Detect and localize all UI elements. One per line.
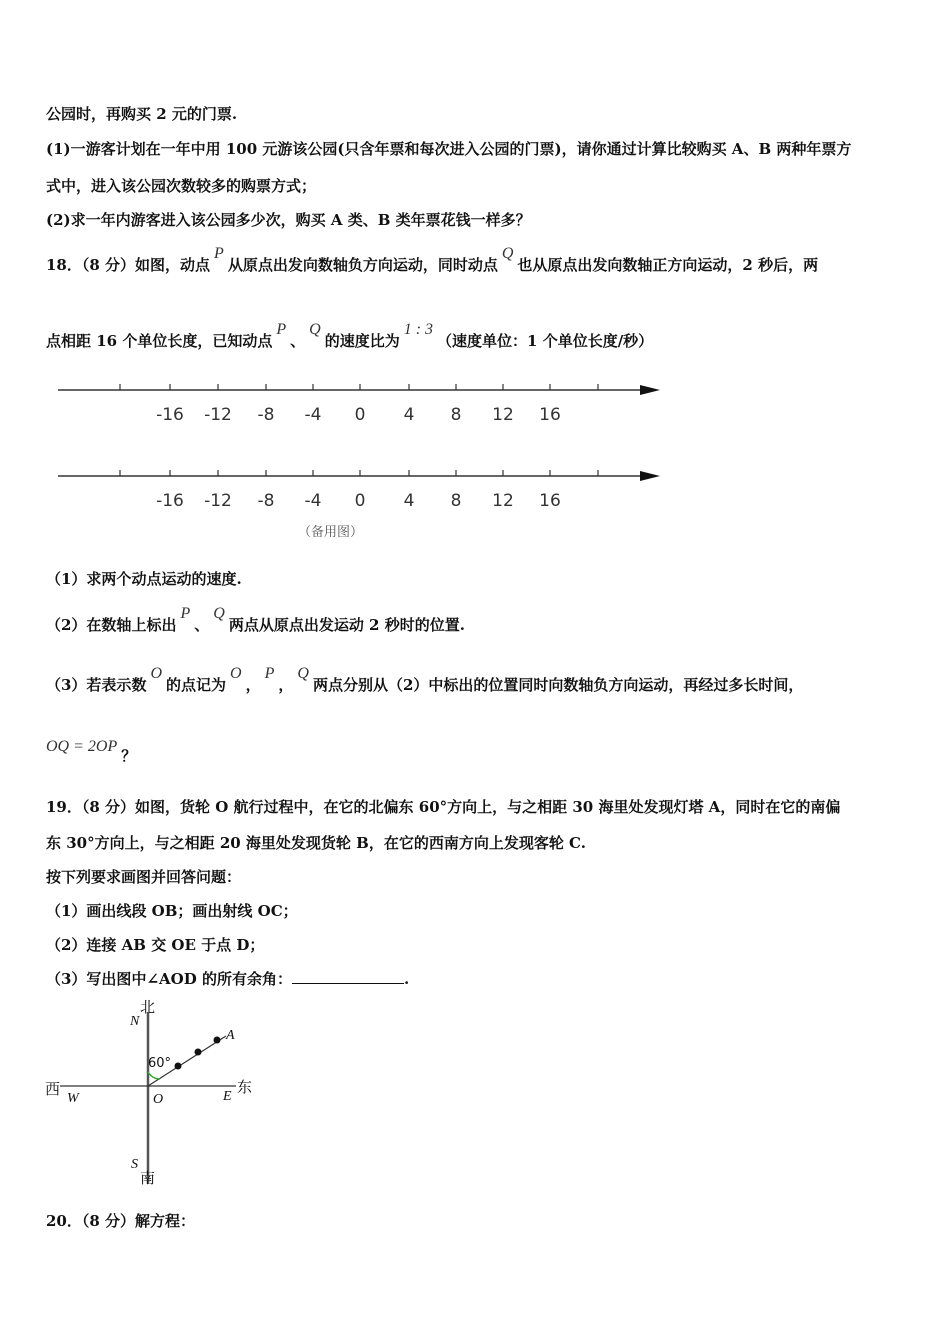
point-dot	[195, 1049, 202, 1056]
tick-label: 12	[492, 491, 514, 511]
tick-label: 4	[403, 491, 415, 511]
sep: 、	[194, 616, 210, 634]
q18-text-e: 的速度比为	[324, 332, 400, 350]
tick-label: -4	[304, 405, 322, 425]
label-angle: 60°	[148, 1056, 172, 1071]
point-dot	[175, 1063, 182, 1070]
var-o: O	[150, 665, 163, 682]
tick-label: -16	[156, 405, 184, 425]
q19-sub2: （2）连接 AB 交 OE 于点 D；	[46, 936, 265, 954]
label-east: 东	[237, 1078, 253, 1096]
tick-label: -4	[304, 491, 322, 511]
q18-s3-a: （3）若表示数	[46, 676, 147, 694]
var-q: Q	[213, 605, 225, 622]
var-o: O	[230, 665, 242, 682]
q17-part2: (2)求一年内游客进入该公园多少次，购买 A 类、B 类年票花钱一样多？	[46, 211, 531, 229]
q19-stem-line2: 东 30°方向上，与之相距 20 海里处发现货轮 B，在它的西南方向上发现客轮 C.	[46, 834, 586, 852]
tick-label: 8	[450, 491, 462, 511]
angle-arc	[148, 1072, 160, 1079]
label-n: N	[130, 1014, 140, 1029]
var-p: P	[276, 321, 287, 338]
q19-sub1: （1）画出线段 OB；画出射线 OC；	[46, 902, 298, 920]
label-s: S	[131, 1157, 138, 1172]
q17-part1-line2: 式中，进入该公园次数较多的购票方式；	[46, 177, 317, 195]
tick-label: -12	[204, 491, 232, 511]
comma: ，	[278, 676, 294, 694]
q18-sub1: （1）求两个动点运动的速度.	[46, 570, 242, 588]
q19-stem-line1: 19．（8 分）如图，货轮 O 航行过程中，在它的北偏东 60°方向上，与之相距 30 海里处发现灯塔 A，同时在它的南偏	[46, 798, 841, 816]
q20-stem: 20．（8 分）解方程：	[46, 1212, 196, 1230]
q18-text-c: 也从原点出发向数轴正方向运动，2 秒后，两	[517, 256, 819, 274]
var-q: Q	[501, 245, 514, 262]
var-q: Q	[297, 665, 309, 682]
var-q: Q	[309, 321, 321, 338]
q18-text-b: 从原点出发向数轴负方向运动，同时动点	[227, 256, 498, 274]
q17-line0: 公园时，再购买 2 元的门票.	[46, 105, 238, 123]
var-p: P	[214, 245, 224, 262]
q18-text-f: （速度单位：1 个单位长度/秒）	[437, 332, 654, 350]
q18-s2-b: 两点从原点出发运动 2 秒时的位置.	[228, 616, 465, 634]
label-west: 西	[45, 1080, 61, 1098]
q18-text-d: 点相距 16 个单位长度，已知动点	[46, 332, 273, 350]
q18-text-a: 18．（8 分）如图，动点	[46, 256, 211, 274]
tick-label: -8	[257, 491, 275, 511]
equation: OQ = 2OP	[46, 738, 118, 755]
var-p: P	[264, 665, 275, 682]
tick-label: 12	[492, 405, 514, 425]
tick-label: -12	[204, 405, 232, 425]
q19-s3-text: （3）写出图中∠AOD 的所有余角：	[46, 970, 292, 988]
q17-part1-line1: (1)一游客计划在一年中用 100 元游该公园(只含年票和每次进入公园的门票)，请你通过计算比较购买 A、B 两种年票方	[46, 140, 852, 158]
label-south: 南	[140, 1169, 156, 1187]
ratio: 1 : 3	[403, 321, 434, 338]
tick-label: 0	[354, 405, 366, 425]
q18-s3-b: 的点记为	[166, 676, 227, 694]
period: .	[403, 970, 410, 988]
comma: ，	[245, 676, 261, 694]
label-north: 北	[140, 998, 156, 1016]
point-dot	[214, 1037, 221, 1044]
label-a: A	[226, 1028, 235, 1043]
var-p: P	[180, 605, 191, 622]
tick-label: 4	[403, 405, 415, 425]
label-w: W	[67, 1091, 79, 1106]
question-mark: ？	[121, 747, 137, 765]
tick-label: 0	[354, 491, 366, 511]
q18-s3-c: 两点分别从（2）中标出的位置同时向数轴负方向运动，再经过多长时间，	[312, 676, 804, 694]
tick-label: 8	[450, 405, 462, 425]
label-e: E	[223, 1089, 232, 1104]
tick-label: 16	[539, 491, 561, 511]
tick-label: -16	[156, 491, 184, 511]
label-o: O	[153, 1092, 164, 1107]
figure-caption: （备用图）	[298, 525, 364, 540]
q19-instruction: 按下列要求画图并回答问题：	[46, 868, 242, 886]
sep: 、	[290, 332, 306, 350]
q18-s2-a: （2）在数轴上标出	[46, 616, 177, 634]
tick-label: -8	[257, 405, 275, 425]
tick-label: 16	[539, 405, 561, 425]
